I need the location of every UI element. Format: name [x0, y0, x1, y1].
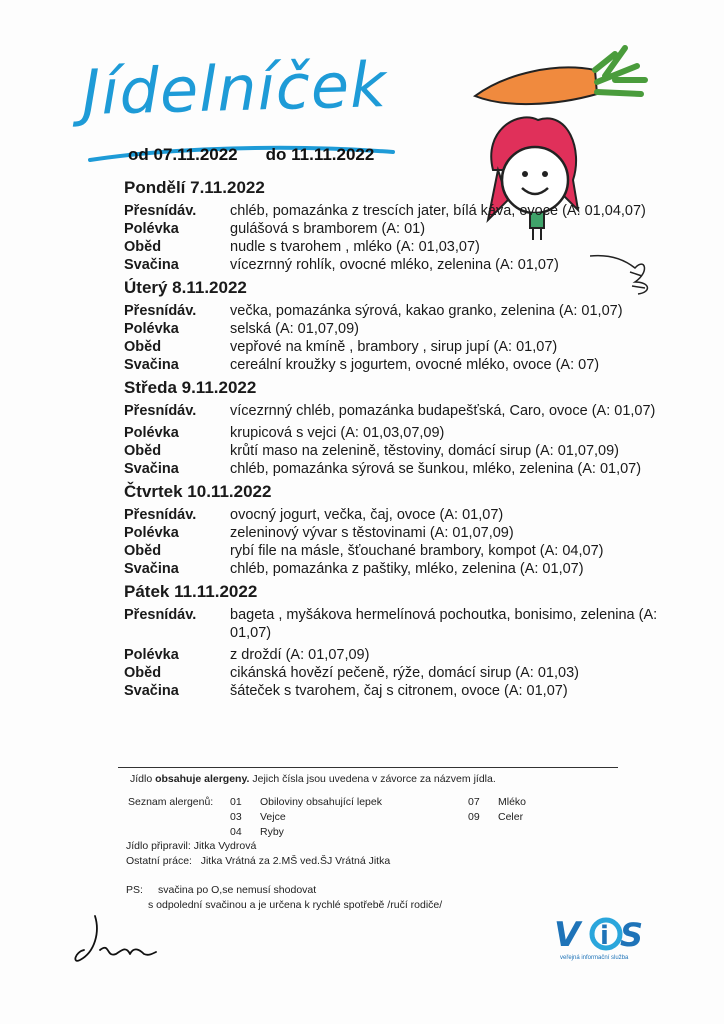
meal-text: nudle s tvarohem , mléko (A: 01,03,07)	[230, 239, 480, 255]
meal-text: vícezrnný chléb, pomazánka budapešťská, Caro, ovoce (A: 01,07)	[230, 403, 656, 419]
allergen-item	[468, 811, 523, 823]
meal-label: Svačina	[124, 257, 179, 273]
allergen-number: 01	[230, 796, 242, 808]
meal-label: Oběd	[124, 239, 162, 255]
date-from: od 07.11.2022	[128, 145, 238, 164]
day-title: Pátek 11.11.2022	[124, 582, 258, 601]
day-monday	[124, 178, 684, 274]
meal-text: zeleninový vývar s těstovinami (A: 01,07,09)	[230, 525, 514, 541]
menu-row	[124, 302, 684, 320]
allergen-item	[230, 811, 286, 823]
day-title: Úterý 8.11.2022	[124, 278, 247, 297]
menu-row	[124, 402, 684, 420]
menu-row	[124, 424, 684, 442]
meal-label: Polévka	[124, 647, 179, 663]
meal-text: vícezrnný rohlík, ovocné mléko, zelenina (A: 01,07)	[230, 257, 559, 273]
menu-row	[124, 338, 684, 356]
meal-text: krůtí maso na zelenině, těstoviny, domácí sirup (A: 01,07,09)	[230, 443, 620, 459]
other-work-label: Ostatní práce:	[126, 855, 192, 867]
menu-row	[124, 682, 684, 700]
allergen-name: Vejce	[260, 811, 286, 823]
carrot-icon	[465, 44, 650, 119]
vis-logo	[548, 908, 648, 956]
prepared-by: Jídlo připravil: Jitka Vydrová	[126, 840, 257, 852]
menu-row	[124, 646, 684, 664]
svg-text:S: S	[620, 916, 644, 954]
meal-text: večka, pomazánka sýrová, kakao granko, zelenina (A: 01,07)	[230, 303, 623, 319]
menu-row	[124, 506, 684, 524]
signature	[70, 912, 160, 972]
allergen-item	[468, 796, 526, 808]
meal-label: Svačina	[124, 683, 179, 699]
meal-label: Svačina	[124, 357, 179, 373]
meal-label: Oběd	[124, 665, 162, 681]
menu-row	[124, 606, 684, 642]
meal-label: Polévka	[124, 525, 179, 541]
meal-label: Přesnídáv.	[124, 303, 197, 319]
ps-note	[126, 884, 316, 896]
meal-label: Přesnídáv.	[124, 203, 197, 219]
meal-text: vepřové na kmíně , brambory , sirup jupí (A: 01,07)	[230, 339, 558, 355]
menu-row	[124, 356, 684, 374]
day-title: Čtvrtek 10.11.2022	[124, 482, 272, 501]
allergen-item	[230, 796, 382, 808]
meal-text: z droždí (A: 01,07,09)	[230, 647, 370, 663]
menu-row	[124, 460, 684, 478]
menu-row	[124, 442, 684, 460]
allergen-note-post: Jejich čísla jsou uvedena v závorce za názvem jídla.	[249, 773, 496, 785]
allergen-number: 03	[230, 811, 242, 823]
allergen-list-label: Seznam alergenů:	[128, 796, 214, 808]
weekly-menu	[124, 178, 684, 704]
date-to: do 11.11.2022	[265, 145, 375, 164]
allergen-name: Celer	[498, 811, 524, 823]
page-title: Jídelníček	[81, 48, 388, 129]
menu-row	[124, 560, 684, 578]
meal-label: Polévka	[124, 221, 179, 237]
day-title: Středa 9.11.2022	[124, 378, 257, 397]
allergen-item	[230, 826, 284, 838]
meal-label: Svačina	[124, 461, 179, 477]
menu-row	[124, 202, 684, 220]
meal-text: chléb, pomazánka z trescích jater, bílá káva, ovoce (A: 01,04,07)	[230, 203, 646, 219]
day-title: Pondělí 7.11.2022	[124, 178, 265, 197]
svg-text:V: V	[554, 915, 581, 955]
meal-label: Oběd	[124, 443, 162, 459]
meal-text: gulášová s bramborem (A: 01)	[230, 221, 426, 237]
meal-label: Přesnídáv.	[124, 507, 197, 523]
meal-text: šáteček s tvarohem, čaj s citronem, ovoce (A: 01,07)	[230, 683, 568, 699]
meal-label: Polévka	[124, 425, 179, 441]
menu-row	[124, 320, 684, 338]
date-range	[128, 145, 402, 165]
svg-text:i: i	[600, 921, 609, 951]
divider	[118, 767, 618, 768]
meal-label: Polévka	[124, 321, 179, 337]
meal-label: Oběd	[124, 543, 162, 559]
logo-caption: veřejná informační služba	[560, 955, 629, 961]
menu-row	[124, 664, 684, 682]
meal-text: cereální kroužky s jogurtem, ovocné mléko, ovoce (A: 07)	[230, 357, 600, 373]
menu-row	[124, 542, 684, 560]
meal-text: bageta , myšákova hermelínová pochoutka, bonisimo, zelenina (A: 01,07)	[230, 607, 658, 641]
day-wednesday	[124, 378, 684, 478]
allergen-note	[130, 773, 496, 785]
meal-text: chléb, pomazánka sýrová se šunkou, mléko, zelenina (A: 01,07)	[230, 461, 642, 477]
meal-label: Svačina	[124, 561, 179, 577]
day-thursday	[124, 482, 684, 578]
menu-row	[124, 220, 684, 238]
ps-line2: s odpolední svačinou a je určena k rychlé spotřebě /ručí rodiče/	[148, 899, 443, 911]
meal-text: krupicová s vejci (A: 01,03,07,09)	[230, 425, 445, 441]
allergen-note-bold: obsahuje alergeny.	[155, 773, 250, 785]
meal-text: ovocný jogurt, večka, čaj, ovoce (A: 01,07)	[230, 507, 504, 523]
meal-text: rybí file na másle, šťouchané brambory, kompot (A: 04,07)	[230, 543, 604, 559]
meal-label: Přesnídáv.	[124, 403, 197, 419]
meal-label: Přesnídáv.	[124, 607, 197, 623]
other-work-value: Jitka Vrátná za 2.MŠ ved.ŠJ Vrátná Jitka	[200, 855, 391, 867]
ps-label: PS:	[126, 884, 143, 896]
allergen-name: Obiloviny obsahující lepek	[260, 796, 382, 808]
day-tuesday	[124, 278, 684, 374]
menu-row	[124, 524, 684, 542]
allergen-note-pre: Jídlo	[130, 773, 156, 785]
other-work	[126, 855, 390, 867]
meal-text: chléb, pomazánka z paštiky, mléko, zelenina (A: 01,07)	[230, 561, 584, 577]
meal-label: Oběd	[124, 339, 162, 355]
day-friday	[124, 582, 684, 700]
allergen-number: 04	[230, 826, 242, 838]
allergen-number: 07	[468, 796, 480, 808]
allergen-number: 09	[468, 811, 480, 823]
ps-line1: svačina po O,se nemusí shodovat	[158, 884, 317, 896]
menu-row	[124, 238, 684, 256]
allergen-name: Ryby	[260, 826, 284, 838]
allergen-name: Mléko	[498, 796, 527, 808]
meal-text: selská (A: 01,07,09)	[230, 321, 359, 337]
meal-text: cikánská hovězí pečeně, rýže, domácí sirup (A: 01,03)	[230, 665, 579, 681]
menu-row	[124, 256, 684, 274]
